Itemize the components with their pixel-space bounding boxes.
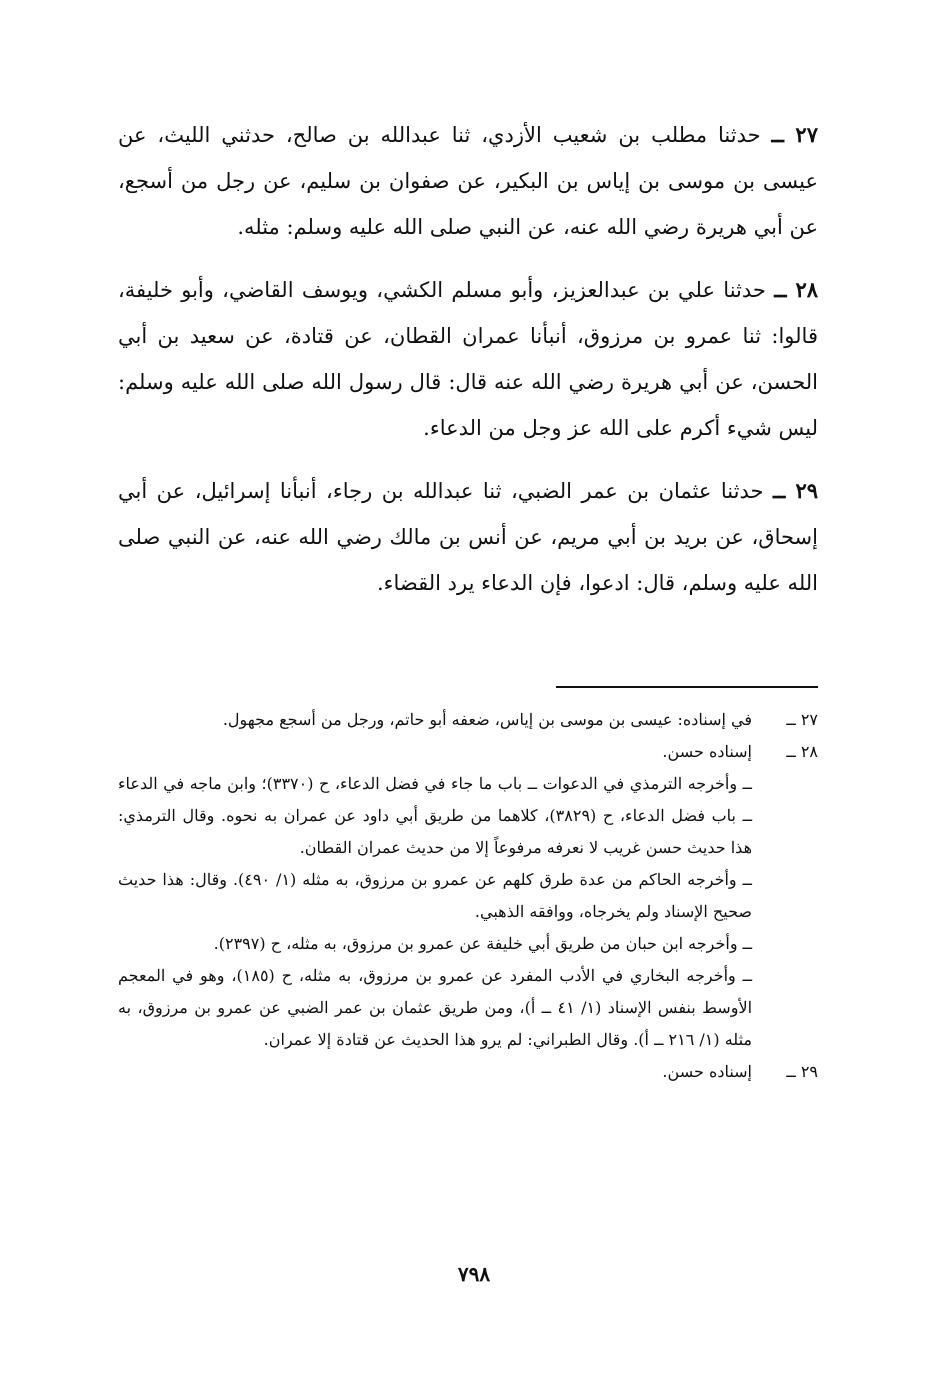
footnote-separator: [556, 686, 818, 688]
hadith-paragraph-28: [118, 267, 818, 451]
footnote-text: ــ وأخرجه الحاكم من عدة طرق كلهم عن عمرو بن مرزوق، به مثله (١/ ٤٩٠). وقال: هذا حديث صحيح الإسناد ولم يخرجاه، ووافقه الذهبي.: [118, 870, 752, 921]
footnote-text: إسناده حسن.: [662, 742, 752, 761]
footnote-text: ــ وأخرجه الترمذي في الدعوات ــ باب ما جاء في فضل الدعاء، ح (٣٣٧٠)؛ وابن ماجه في الدعاء ــ باب فضل الدعاء، ح (٣٨٢٩)، كلاهما من طريق أبي داود عن عمران به نحوه. وقال الترمذي: هذا حديث حسن غريب لا نعرفه مرفوعاً إلا من حديث عمران القطان.: [118, 774, 753, 857]
hadith-number: ٢٨ ــ: [774, 277, 818, 302]
hadith-text: حدثنا عثمان بن عمر الضبي، ثنا عبدالله بن رجاء، أنبأنا إسرائيل، عن أبي إسحاق، عن بريد بن أبي مريم، عن أنس بن مالك رضي الله عنه، عن النبي صلى الله عليه وسلم، قال: ادعوا، فإن الدعاء يرد القضاء.: [118, 479, 818, 595]
hadith-text: حدثنا مطلب بن شعيب الأزدي، ثنا عبدالله بن صالح، حدثني الليث، عن عيسى بن موسى بن إياس بن البكير، عن صفوان بن سليم، عن رجل من أسجع، عن أبي هريرة رضي الله عنه، عن النبي صلى الله عليه وسلم: مثله.: [118, 123, 818, 239]
footnote-28-tirmidhi: [118, 768, 818, 864]
footnote-text: إسناده حسن.: [662, 1062, 752, 1081]
footnotes: [118, 704, 818, 1088]
hadith-paragraph-27: [118, 112, 818, 250]
hadith-number: ٢٧ ــ: [771, 122, 818, 147]
footnote-27: [118, 704, 818, 736]
footnote-text: في إسناده: عيسى بن موسى بن إياس، ضعفه أبو حاتم، ورجل من أسجع مجهول.: [222, 710, 752, 729]
hadith-number: ٢٩ ــ: [773, 478, 818, 503]
footnote-28: [118, 736, 818, 768]
footnote-28-hakim: [118, 864, 818, 928]
footnote-29: [118, 1056, 818, 1088]
hadith-text: حدثنا علي بن عبدالعزيز، وأبو مسلم الكشي، ويوسف القاضي، وأبو خليفة، قالوا: ثنا عمرو بن مرزوق، أنبأنا عمران القطان، عن قتادة، عن سعيد بن أبي الحسن، عن أبي هريرة رضي الله عنه قال: قال رسول الله صلى الله عليه وسلم: ليس شيء أكرم على الله عز وجل من الدعاء.: [118, 278, 818, 440]
footnote-number: ٢٩ ــ: [786, 1062, 818, 1081]
footnote-number: ٢٨ ــ: [786, 742, 818, 761]
footnote-28-ibn-hibban: [118, 928, 818, 960]
footnote-text: ــ وأخرجه البخاري في الأدب المفرد عن عمرو بن مرزوق، به مثله، ح (١٨٥)، وهو في المعجم الأوسط بنفس الإسناد (١/ ٤١ ــ أ)، ومن طريق عثمان بن عمر الضبي عن عمرو بن مرزوق، به مثله (١/ ٢١٦ ــ أ). وقال الطبراني: لم يرو هذا الحديث عن قتادة إلا عمران.: [118, 966, 753, 1049]
page-number: ٧٩٨: [457, 1262, 491, 1286]
footnote-28-bukhari: [118, 960, 818, 1056]
main-text: [118, 112, 818, 623]
hadith-paragraph-29: [118, 468, 818, 606]
footnote-text: ــ وأخرجه ابن حبان من طريق أبي خليفة عن عمرو بن مرزوق، به مثله، ح (٢٣٩٧).: [213, 934, 752, 953]
footnote-number: ٢٧ ــ: [786, 710, 818, 729]
